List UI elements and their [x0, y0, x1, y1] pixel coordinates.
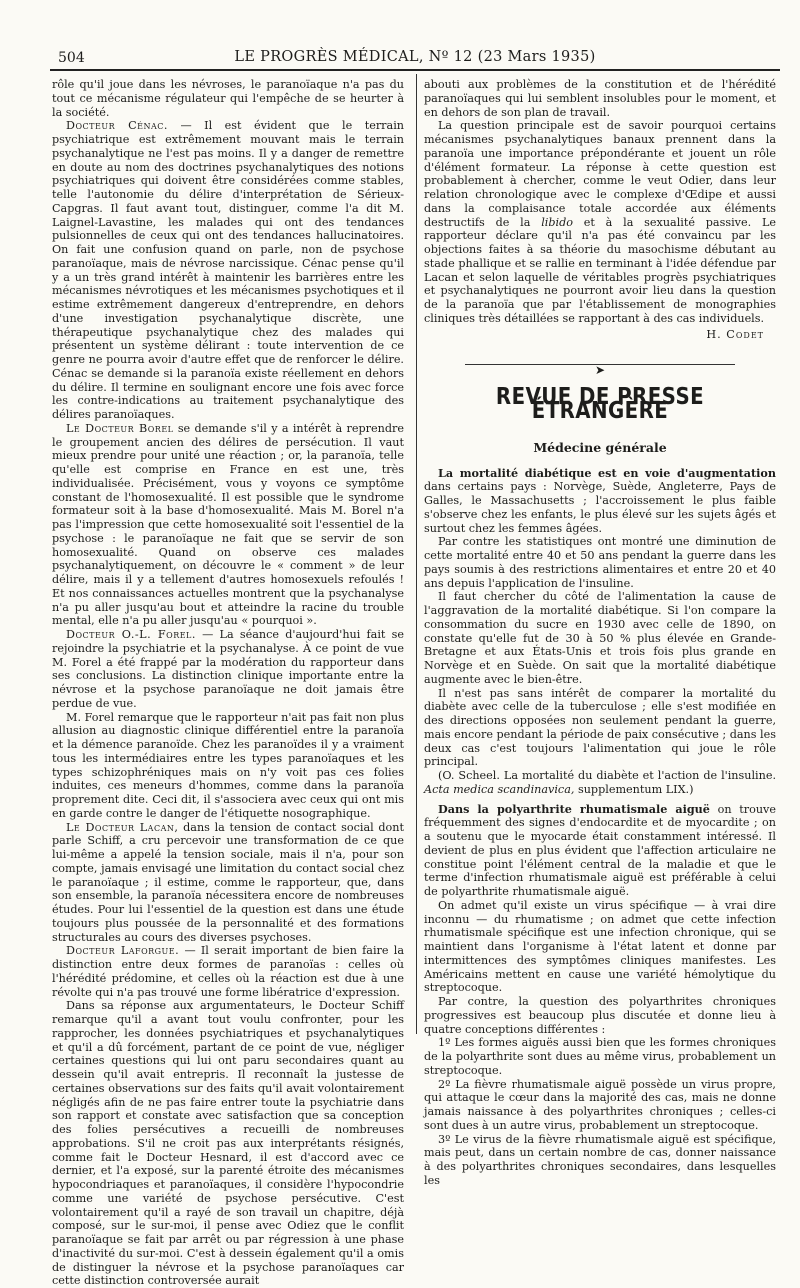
page-header [50, 44, 780, 66]
reference: (O. Scheel. La mortalité du diabète et l'action de l'insuline. Acta medica scandinavica, supplementum LIX.) [424, 769, 776, 796]
section-title: REVUE DE PRESSE ÉTRANGÈRE [495, 384, 705, 424]
paragraph: Docteur Laforgue. — Il serait important de bien faire la distinction entre deux formes de paranoïas : celles où l'hérédité prédomine, et celles où la réaction est due à une révolte qui n'a pas trouvé une forme libératrice d'expression. [52, 944, 405, 999]
article-heading: La mortalité diabétique est en voie d'augmentation [438, 465, 776, 480]
paragraph: Dans sa réponse aux argumentateurs, le Docteur Schiff remarque qu'il a avant tout voulu confronter, pour les rapprocher, les données psychiatriques et psychanalytiques et qu'il a dû forcément, partant de ce point de vue, négliger certaines questions qui lui ont paru secondaires quant au dessein qu'il avait entrepris. Il reconnaît la justesse de certaines observations sur des faits qu'il avait volontairement négligés afin de ne pas faire entrer toute la psychiatrie dans son rapport et constate avec satisfaction que sa conception des folies persécutives a recueilli de nombreuses approbations. S'il ne croit pas aux interprétants résignés, comme fait le Docteur Hesnard, il est d'accord avec ce dernier, et l'a exposé, sur la parenté étroite des mécanismes hypocondriaques et paranoïaques, il considère l'hypocondrie comme une variété de psychose persécutive. C'est volontairement qu'il a rayé de son travail un chapitre, déjà composé, sur le sur-moi, il pense avec Odiez que le conflit paranoïaque se fait par arrêt ou par régression à une phase d'inactivité du sur-moi. C'est à dessein également qu'il a omis de distinguer la névrose et la psychose paranoïaques car cette distinction controversée aurait [52, 999, 404, 1288]
paragraph: La mortalité diabétique est en voie d'augmentation dans certains pays : Norvège, Suède, Angleterre, Pays de Galles, le Massachusetts ; l'accroissement le plus faible s'observe chez les enfants, le plus élevé sur les sujets âgés et surtout chez les femmes âgées. [424, 465, 776, 535]
article-heading: Dans la polyarthrite rhumatismale aiguë [438, 801, 710, 816]
running-title: LE PROGRÈS MÉDICAL, Nº 12 (23 Mars 1935) [234, 49, 596, 65]
paragraph: Par contre, la question des polyarthrites chroniques progressives est beaucoup plus discutée et donne lieu à quatre conceptions différentes : [424, 995, 776, 1036]
paragraph: Par contre les statistiques ont montré une diminution de cette mortalité entre 40 et 50 ans pendant la guerre dans les pays soumis à des restrictions alimentaires et entre 20 et 40 ans depuis l'application de l'insuline. [424, 535, 776, 590]
header-rule [50, 69, 780, 71]
paragraph: Il n'est pas sans intérêt de comparer la mortalité du diabète avec celle de la tuberculose ; elle s'est modifiée en des directions opposées non seulement pendant la guerre, mais encore pendant la période de paix consécutive ; dans les deux cas c'est toujours l'alimentation qui joue le rôle principal. [424, 686, 776, 769]
paragraph: abouti aux problèmes de la constitution et de l'hérédité paranoïaques qui lui semblent insolubles pour le moment, et en dehors de son plan de travail. [424, 78, 776, 119]
arrow-ornament-icon: ➤ [555, 364, 645, 365]
paragraph: 2º La fièvre rhumatismale aiguë possède un virus propre, qui attaque le cœur dans la majorité des cas, mais ne donne jamais naissance à des polyarthrites chroniques ; celles-ci sont dues à un autre virus, probablement un streptocoque. [424, 1077, 776, 1132]
speaker-name: Docteur O.-L. Forel. [66, 628, 196, 641]
paragraph: rôle qu'il joue dans les névroses, le paranoïaque n'a pas du tout ce mécanisme régulateur qui l'empêche de se heurter à la société. [52, 78, 404, 119]
journal-name: Acta medica scandinavica, [424, 782, 575, 796]
paragraph: On admet qu'il existe un virus spécifique — à vrai dire inconnu — du rhumatisme ; on admet que cette infection rhumatismale spécifique est une infection chronique, qui se maintient dans l'organisme à l'état latent et donne par intermittences des symptômes cliniques manifestes. Les Américains mettent en cause une variété hémolytique du streptocoque. [424, 898, 776, 995]
subsection-title: Médecine générale [533, 439, 667, 455]
author-signature: H. Codet [706, 327, 764, 341]
column-divider [416, 74, 417, 1034]
paragraph: Dans la polyarthrite rhumatismale aiguë on trouve fréquemment des signes d'endocardite et de myocardite ; on a soutenu que le myocarde était constamment intéressé. Il devient de plus en plus évident que l'affection articulaire ne constitue point l'élément central de la maladie et que le terme d'infection rhumatismale aiguë est préférable à celui de polyarthrite rhumatismale aiguë. [424, 801, 776, 898]
italic-term: libido [541, 215, 573, 229]
speaker-name: Docteur Cénac. [66, 119, 168, 133]
paragraph: Le Docteur Borel se demande s'il y a intérêt à reprendre le groupement ancien des délires de persécution. Il vaut mieux prendre pour unité une réaction ; or, la paranoïa, telle qu'elle est comprise en France en est une, très individualisée. Précisément, vous y voyons ce symptôme constant de l'homosexualité. Il est possible que le syndrome formateur soit à la base d'homosexualité. Mais M. Borel n'a pas l'impression que cette homosexualité soit l'essentiel de la psychose : le paranoïaque ne fait que se servir de son homosexualité. Quand on observe ces malades psychanalytiquement, on découvre le « comment » de leur délire, mais il y a tellement d'autres homosexuels refoulés ! Et nos connaissances actuelles montrent que la psychanalyse n'a pu aller jusqu'au bout et atteindre la racine du trouble mental, elle n'a pu aller jusqu'au « pourquoi ». [52, 421, 404, 628]
section-ornament [424, 357, 776, 377]
paragraph: M. Forel remarque que le rapporteur n'ait pas fait non plus allusion au diagnostic clinique différentiel entre la paranoïa et la démence paranoïde. Chez les paranoïdes il y a vraiment tous les intermédiaires entre les types paranoïaques et les types schizophréniques mais on n'y voit pas ces folies induites, ces meneurs d'hommes, comme dans la paranoïa proprement dite. Ceci dit, il s'associera avec ceux qui ont mis en garde contre le danger de l'étiquette nosographique. [52, 710, 404, 820]
speaker-name: Le Docteur Borel [66, 421, 174, 435]
paragraph: 3º Le virus de la fièvre rhumatismale aiguë est spécifique, mais peut, dans un certain nombre de cas, donner naissance à des polyarthrites chroniques secondaires, dans lesquelles les [424, 1132, 776, 1187]
speaker-name: Le Docteur Lacan, [66, 820, 179, 834]
paragraph: Il faut chercher du côté de l'alimentation la cause de l'aggravation de la mortalité diabétique. Si l'on compare la consommation du sucre en 1930 avec celle de 1890, on constate qu'elle fut de 30 à 50 % plus élevée en Grande-Bretagne et aux États-Unis et trois fois plus grande en Norvège et en Suède. On sait que la mortalité diabétique augmente avec le bien-être. [424, 590, 776, 686]
right-column [424, 78, 776, 1188]
speaker-name: Docteur Laforgue. [66, 944, 180, 958]
paragraph: 1º Les formes aiguës aussi bien que les formes chroniques de la polyarthrite sont dues au même virus, probablement un streptocoque. [424, 1036, 776, 1077]
paragraph: La question principale est de savoir pourquoi certains mécanismes psychanalytiques banaux prennent dans la paranoïa une importance prépondérante et jouent un rôle d'élément formateur. La réponse à cette question est probablement à chercher, comme le veut Odier, dans leur relation chronologique avec le complexe d'Œdipe et aussi dans la complaisance totale accordée aux éléments destructifs de la libido et à la sexualité passive. Le rapporteur déclare qu'il n'a pas été convaincu par les objections faites à sa théorie du masochisme débutant au stade phallique et se rallie en terminant à l'idée défendue par Lacan et selon laquelle de véritables progrès psychiatriques et psychanalytiques ne pourront avoir lieu dans la question de la paranoïa que par l'établissement de monographies cliniques très détaillées se rapportant à des cas individuels. [424, 119, 776, 325]
paragraph: Docteur Cénac. — Il est évident que le terrain psychiatrique est extrêmement mouvant mais le terrain psychanalytique ne l'est pas moins. Il y a danger de remettre en doute au nom des doctrines psychanalytiques des notions psychiatriques qui doivent être considérées comme stables, telle l'autonomie du délire d'interprétation de Sérieux-Capgras. Il faut avant tout, distinguer, comme l'a dit M. Laignel-Lavastine, les malades qui ont des tendances pulsionnelles de ceux qui ont des tendances hallucinatoires. On fait une confusion quand on parle, non de psychose paranoïaque, mais de névrose narcissique. Cénac pense qu'il y a un très grand intérêt à maintenir les barrières entre les mécanismes névrotiques et les mécanismes psychotiques et il estime extrêmement dangereux d'entreprendre, en dehors d'une investigation psychanalytique discrète, une thérapeutique psychanalytique chez des malades qui présentent un système délirant : toute intervention de ce genre ne pourra avoir d'autre effet que de renforcer le délire. Cénac se demande si la paranoïa existe réellement en dehors du délire. Il termine en soulignant encore une fois avec force les contre-indications au traitement psychanalytique des délires paranoïaques. [52, 119, 404, 421]
left-column [52, 78, 404, 1288]
paragraph: Le Docteur Lacan, dans la tension de contact social dont parle Schiff, a cru percevoir une transformation de ce que lui-même a appelé la tension sociale, mais il n'a, pour son compte, jamais envisagé une limitation du contact social chez le paranoïaque ; il estime, comme le rapporteur, que, dans son ensemble, la paranoïa nécessitera encore de nombreuses études. Pour lui l'essentiel de la question est dans une étude toujours plus poussée de la personnalité et des formations structurales au cours des diverses psychoses. [52, 820, 404, 944]
paragraph: Docteur O.-L. Forel. — La séance d'aujourd'hui fait se rejoindre la psychiatrie et la psychanalyse. À ce point de vue M. Forel a été frappé par la modération du rapporteur dans ses conclusions. La distinction clinique importante entre la névrose et la psychose paranoïaque ne doit jamais être perdue de vue. [52, 628, 404, 710]
page-number: 504 [58, 50, 85, 66]
